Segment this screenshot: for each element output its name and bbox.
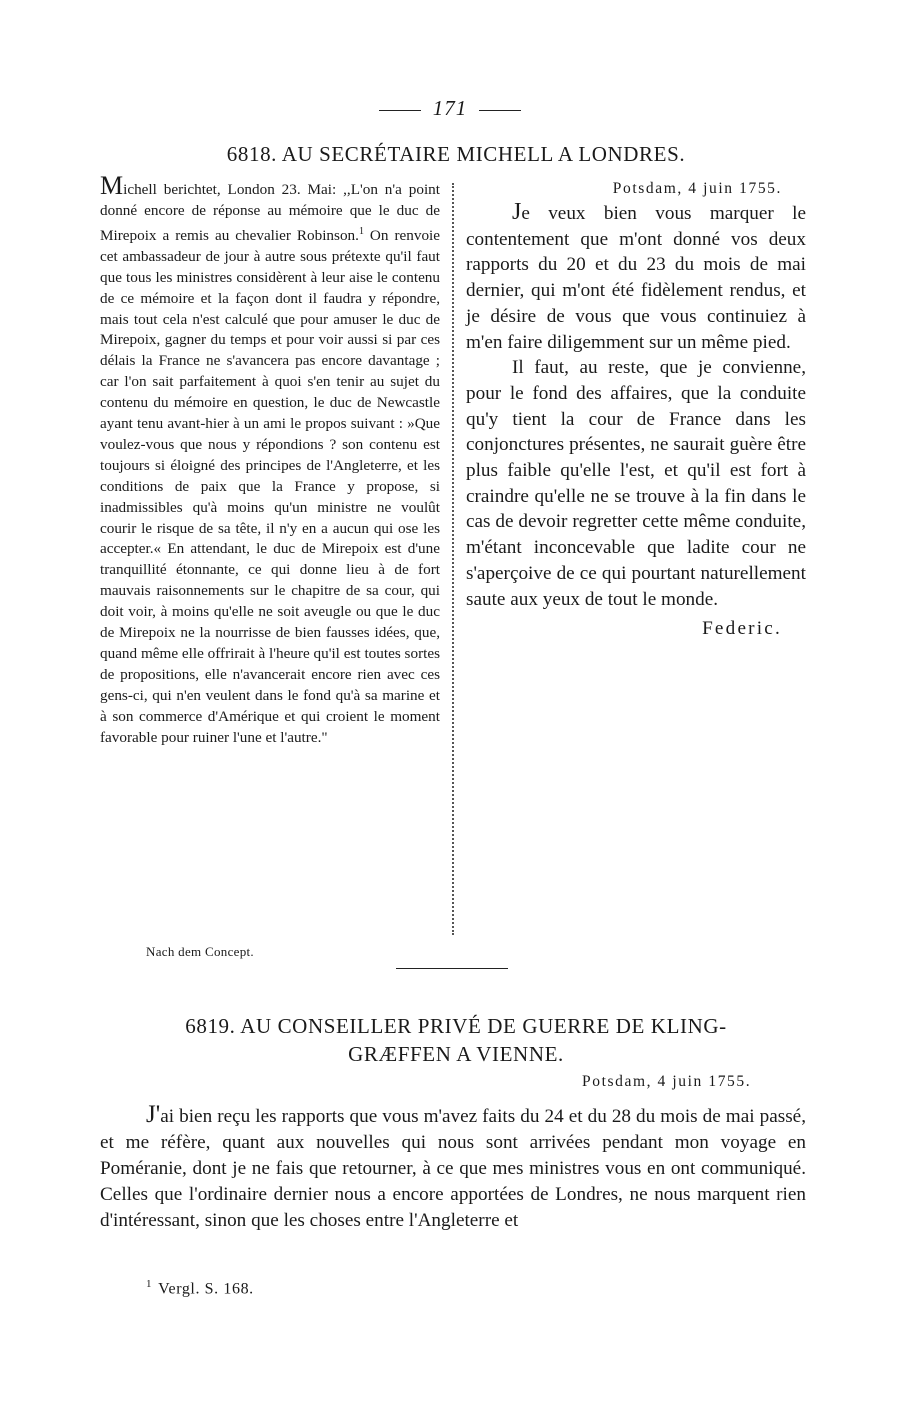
- report-paragraph: [100, 171, 441, 749]
- signature: Federic.: [702, 618, 782, 640]
- report-text-start: Michell berichtet, London 23. Mai: ,,L'on n'a point donné encore de réponse au mémoire que le duc de Mirepoix a remis au chevalier Robinson.: [100, 171, 440, 244]
- letter-6819-body: [100, 1102, 806, 1234]
- column-divider: [452, 183, 454, 935]
- letter-column: [466, 178, 806, 642]
- letter-6818-dateline: Potsdam, 4 juin 1755.: [612, 180, 782, 197]
- letter-6818-heading: 6818. AU SECRÉTAIRE MICHELL A LONDRES.: [226, 142, 686, 166]
- letter-6818-paragraph-2: Il faut, au reste, que je convienne, pour le fond des affaires, que la conduite qu'y tient la cour de France dans les conjonctures présentes, ne saurait guère être plus faible qu'elle l'est, et qu'il est fort à craindre qu'elle ne se trouve à la fin dans le cas de devoir regretter cette même conduite, m'étant inconcevable que ladite cour ne s'aperçoive de ce qui pourtant naturellement saute aux yeux de tout le monde.: [466, 357, 806, 610]
- letter-6819-paragraph-1: J'ai bien reçu les rapports que vous m'avez faits du 24 et du 28 du mois de mai passé, et me réfère, quant aux nouvelles qui nous sont arrivées pendant mon voyage en Poméranie, dont je ne fais que retourner, à ce que mes ministres vous en ont communiqué. Celles que l'ordinaire dernier nous a encore apportées de Londres, ne nous marquent rien d'intéressant, sinon que les choses entre l'Angleterre et: [100, 1101, 806, 1231]
- report-text-continued: On renvoie cet ambassadeur de jour à autre sous prétexte qu'il faut que tous les ministres considèrent à leur aise le contenu de ce mémoire et la façon dont il faudra y répondre, mais tout cela n'est calculé que pour amuser le duc de Mirepoix, gagner du temps et pour voir aussi si par ces délais la France ne s'avancera pas encore davantage ; car l'on sait parfaitement à quoi s'en tenir au sujet du contenu du mémoire en question, le duc de Newcastle ayant tenu avant-hier à un ami le propos suivant : »Que voulez-vous que nous y répondions ? son contenu est toujours si éloigné des principes de l'Angleterre, et les conditions de paix que la France y propose, si inadmissibles qu'à moins qu'un ministre ne voulût courir le risque de sa tête, il n'y en a aucun qui ose les accepter.« En attendant, le duc de Mirepoix est d'une tranquillité étonnante, ce qui donne lieu à de fort mauvais raisonnements sur le chapitre de sa cour, qui doit voir, à moins qu'elle ne soit aveugle ou que le duc de Mirepoix ne la nourrisse de bien fausses idées, que, quand même elle offrirait à l'heure qu'il est toutes sortes de propositions, elle n'avancerait encore rien avec ces gens-ci, qui n'en veulent dans le fond qu'à sa marine et à son commerce d'Amérique et qui croient le moment favorable pour ruiner l'une et l'autre.": [100, 226, 441, 746]
- letter-6819-heading-line-2: GRÆFFEN A VIENNE.: [348, 1042, 564, 1066]
- footnote-reference: 1: [358, 225, 364, 237]
- page-number-dash-right: [479, 110, 521, 111]
- letter-6818-paragraph-1: Je veux bien vous marquer le contentement que m'ont donné vos deux rapports du 20 et du 23 du mois de mai dernier, qui m'ont été fidèlement rendus, et je désire de vous que vous continuiez à m'en faire diligemment sur un même pied.: [466, 199, 806, 353]
- letter-6819-dateline: Potsdam, 4 juin 1755.: [582, 1073, 752, 1090]
- footnote: [146, 1278, 254, 1298]
- page-number-dash-left: [379, 110, 421, 111]
- letter-6819-heading: [6, 1012, 900, 1068]
- section-rule: [396, 968, 508, 969]
- page-number: [0, 96, 900, 121]
- report-column: [100, 171, 441, 749]
- footnote-mark: 1: [146, 1278, 153, 1290]
- footnote-text: Vergl. S. 168.: [158, 1280, 254, 1298]
- source-note: Nach dem Concept.: [146, 944, 254, 959]
- page-number-value: 171: [432, 96, 468, 120]
- letter-6819-heading-line-1: 6819. AU CONSEILLER PRIVÉ DE GUERRE DE KLING-: [185, 1014, 727, 1038]
